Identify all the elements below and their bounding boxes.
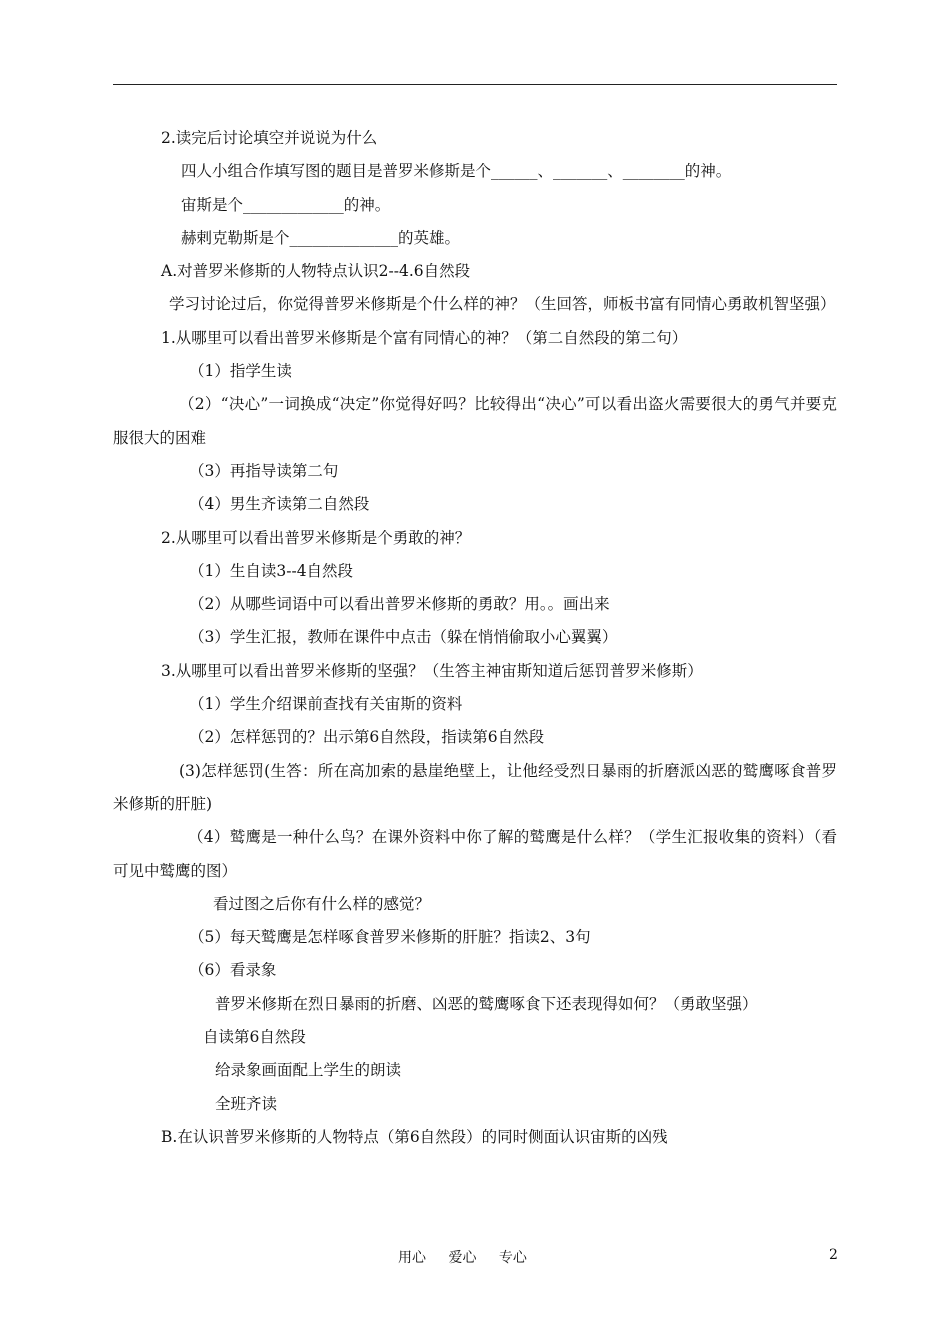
- page-number: 2: [829, 1247, 838, 1263]
- question-heading: 1.从哪里可以看出普罗米修斯是个富有同情心的神？（第二自然段的第二句）: [161, 328, 688, 347]
- question-heading: 3.从哪里可以看出普罗米修斯的坚强？（生答主神宙斯知道后惩罚普罗米修斯）: [161, 661, 703, 680]
- fill-blank-line: 赫剌克勒斯是个______________的英雄。: [181, 228, 461, 247]
- footer-motto-item: 专心: [498, 1250, 527, 1266]
- header-rule: [113, 84, 837, 85]
- section-heading: 2.读完后讨论填空并说说为什么: [161, 129, 378, 147]
- list-item: （1）指学生读: [189, 362, 292, 381]
- footer-motto: [398, 1247, 545, 1267]
- paragraph: 学习讨论过后，你觉得普罗米修斯是个什么样的神？（生回答，师板书富有同情心勇敢机智坚强）: [169, 295, 836, 314]
- list-item: （4）男生齐读第二自然段: [189, 495, 370, 514]
- list-item: （1）学生介绍课前查找有关宙斯的资料: [189, 695, 463, 714]
- list-item: （2）怎样惩罚的？出示第6自然段，指读第6自然段: [189, 728, 545, 747]
- list-item: （6）看录象: [189, 961, 277, 980]
- sub-item: 自读第6自然段: [203, 1028, 306, 1047]
- list-item: (3)怎样惩罚(生答：所在高加索的悬崖绝壁上，让他经受烈日暴雨的折磨派凶恶的鹫鹰啄食普罗米修斯的肝脏): [113, 761, 837, 813]
- list-item: （2）从哪些词语中可以看出普罗米修斯的勇敢？用。。画出来: [189, 595, 610, 614]
- question-heading: 2.从哪里可以看出普罗米修斯是个勇敢的神？: [161, 528, 471, 547]
- list-item: （2）“决心”一词换成“决定”你觉得好吗？比较得出“决心”可以看出盗火需要很大的勇气并要克服很大的困难: [113, 395, 837, 447]
- fill-blank-line: 宙斯是个_____________的神。: [181, 195, 391, 214]
- sub-item: 给录象画面配上学生的朗读: [215, 1061, 402, 1080]
- sub-item: 普罗米修斯在烈日暴雨的折磨、凶恶的鹫鹰啄食下还表现得如何？（勇敢坚强）: [215, 994, 758, 1013]
- section-heading: B.在认识普罗米修斯的人物特点（第6自然段）的同时侧面认识宙斯的凶残: [161, 1127, 668, 1146]
- section-heading: A.对普罗米修斯的人物特点认识2--4.6自然段: [161, 262, 471, 281]
- list-item: （3）再指导读第二句: [189, 461, 339, 480]
- fill-blank-line: 四人小组合作填写图的题目是普罗米修斯是个______、_______、________的神。: [181, 162, 732, 181]
- document-body: [113, 122, 837, 1154]
- list-item: （1）生自读3--4自然段: [189, 561, 354, 580]
- sub-item: 全班齐读: [215, 1094, 278, 1113]
- sub-item: 看过图之后你有什么样的感觉？: [213, 894, 431, 913]
- list-item: （5）每天鹫鹰是怎样啄食普罗米修斯的肝脏？指读2、3句: [189, 928, 591, 947]
- footer-motto-item: 用心: [398, 1250, 426, 1266]
- list-item: （3）学生汇报，教师在课件中点击（躲在悄悄偷取小心翼翼）: [189, 628, 618, 647]
- list-item: （4）鹫鹰是一种什么鸟？在课外资料中你了解的鹫鹰是什么样？（学生汇报收集的资料）（看可见中鹫鹰的图）: [113, 828, 837, 880]
- footer-motto-item: 爱心: [448, 1250, 477, 1266]
